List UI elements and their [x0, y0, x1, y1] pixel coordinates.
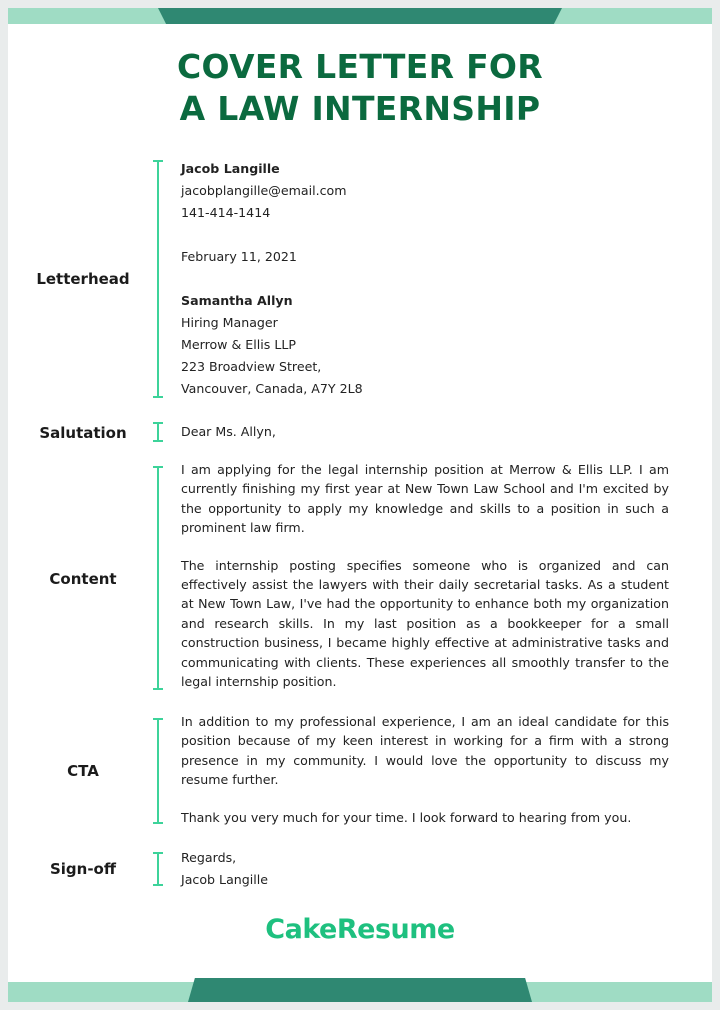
bottom-decorative-band: [8, 978, 712, 1002]
cover-letter-page: [8, 8, 712, 1002]
content-block: [181, 460, 669, 691]
signoff-closing: Regards,: [181, 850, 237, 865]
label-cta: CTA: [67, 762, 99, 780]
recipient-name: Samantha Allyn: [181, 293, 293, 308]
cta-paragraph-2: Thank you very much for your time. I look forward to hearing from you.: [181, 809, 632, 825]
cakeresume-logo: CakeResume: [265, 914, 455, 945]
salutation-text: Dear Ms. Allyn,: [181, 424, 276, 439]
salutation-block: [181, 421, 669, 443]
recipient-company: Merrow & Ellis LLP: [181, 337, 296, 352]
label-salutation: Salutation: [39, 424, 127, 442]
content-paragraph-2: The internship posting specifies someone who is organized and can effectively assist the lawyers with their daily secretarial tasks. As a student at New Town Law, I've had the opportunity to enhance both my organization and research skills. In my last position as a bookkeeper for a small construction business, I became highly effective at administrative tasks and communicating with clients. These experiences all smoothly transfer to the legal internship position.: [181, 557, 669, 690]
signoff-block: [181, 847, 669, 891]
signoff-name: Jacob Langille: [181, 872, 269, 887]
title-line-1: COVER LETTER FOR: [177, 47, 543, 86]
label-letterhead: Letterhead: [36, 270, 130, 288]
top-decorative-band: [8, 8, 712, 24]
label-content: Content: [49, 570, 117, 588]
recipient-city: Vancouver, Canada, A7Y 2L8: [181, 381, 363, 396]
content-bracket: [152, 466, 164, 690]
title-line-2: A LAW INTERNSHIP: [179, 89, 541, 128]
content-paragraph-1: I am applying for the legal internship position at Merrow & Ellis LLP. I am currently finishing my first year at New Town Law School and I'm excited by the opportunity to apply my knowledge and skills to a position in such a prominent law firm.: [181, 462, 669, 536]
letterhead-block: [181, 158, 669, 400]
salutation-bracket: [152, 422, 164, 442]
signoff-bracket: [152, 852, 164, 886]
sender-email: jacobplangille@email.com: [181, 183, 347, 198]
recipient-title: Hiring Manager: [181, 315, 278, 330]
cta-paragraph-1: In addition to my professional experience, I am an ideal candidate for this position because of my keen interest in working for a firm with a strong presence in my community. I would love the opportunity to discuss my resume further.: [181, 714, 669, 788]
band-dark-strip: [188, 978, 532, 1002]
letterhead-bracket: [152, 160, 164, 398]
label-signoff: Sign-off: [49, 860, 117, 878]
sender-phone: 141-414-1414: [181, 205, 271, 220]
recipient-street: 223 Broadview Street,: [181, 359, 322, 374]
cta-bracket: [152, 718, 164, 824]
band-dark-strip: [158, 8, 562, 24]
cta-block: [181, 712, 669, 827]
page-title: [8, 46, 712, 130]
letter-date: February 11, 2021: [181, 249, 297, 264]
sender-name: Jacob Langille: [181, 161, 280, 176]
